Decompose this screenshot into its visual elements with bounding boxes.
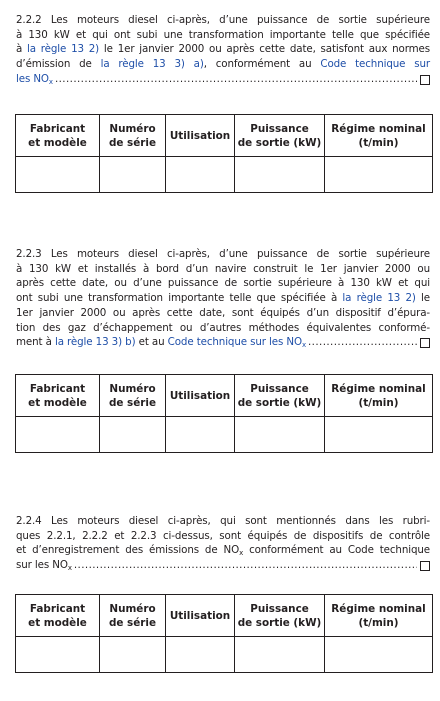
column-header-rated-speed xyxy=(325,115,433,157)
engine-table-2-2-3 xyxy=(15,374,433,453)
header-line: de sortie (kW) xyxy=(237,616,322,629)
text-run: 1er janvier 2000 ou après cette date, sont équipés d’un dispositif d’épura- xyxy=(16,306,430,319)
dot-leader xyxy=(55,72,417,87)
column-header-power-output xyxy=(235,115,325,157)
paragraph-text xyxy=(16,263,430,275)
text-run: conformément au Code technique xyxy=(243,544,431,557)
paragraph-line xyxy=(16,306,430,321)
paragraph-line xyxy=(16,543,430,558)
engine-table-2-2-4 xyxy=(15,594,433,673)
table-cell-serial-number[interactable] xyxy=(100,637,166,673)
rule-reference-link[interactable] xyxy=(342,292,415,304)
table-cell-manufacturer[interactable] xyxy=(16,417,100,453)
paragraph-text xyxy=(135,336,167,348)
text-run: à xyxy=(16,43,28,56)
table-cell-serial-number[interactable] xyxy=(100,417,166,453)
rule-reference-link[interactable] xyxy=(101,58,204,70)
header-line: et modèle xyxy=(28,616,87,629)
header-line: Régime nominal xyxy=(331,122,426,135)
table-cell-rated-speed[interactable] xyxy=(325,417,433,453)
section-2-2-4 xyxy=(16,514,430,573)
subscript: x xyxy=(301,341,306,350)
text-run: la règle 13 3) a) xyxy=(100,58,204,71)
dot-leader xyxy=(74,558,417,573)
header-line: (t/min) xyxy=(358,136,399,149)
rule-reference-link[interactable] xyxy=(320,58,430,70)
header-line: de sortie (kW) xyxy=(237,396,322,409)
checkbox[interactable] xyxy=(420,75,430,85)
column-header-rated-speed xyxy=(325,595,433,637)
header-line: Fabricant xyxy=(29,122,86,135)
text-run: à 130 kW et qui ont subi une transformation importante telle que spécifiée xyxy=(16,28,430,41)
header-line: Numéro xyxy=(109,382,156,395)
paragraph-text xyxy=(16,530,430,542)
paragraph-text xyxy=(16,515,430,527)
header-line: Puissance xyxy=(250,602,309,615)
table-row xyxy=(16,637,433,673)
checkbox[interactable] xyxy=(420,561,430,571)
paragraph-text xyxy=(16,322,430,334)
header-line: (t/min) xyxy=(358,616,399,629)
header-line: de série xyxy=(108,396,157,409)
text-run: la règle 13 2) xyxy=(342,292,416,305)
header-line: Numéro xyxy=(109,602,156,615)
last-line-text xyxy=(16,558,72,573)
header-line: Fabricant xyxy=(29,382,86,395)
text-run: Code technique sur xyxy=(320,58,430,71)
paragraph-line xyxy=(16,276,430,291)
table-row xyxy=(16,157,433,193)
column-header-serial-number xyxy=(100,115,166,157)
paragraph-text xyxy=(16,58,101,70)
paragraph-line xyxy=(16,514,430,529)
header-line: Puissance xyxy=(250,382,309,395)
text-run: , conformément au xyxy=(203,58,321,71)
table-header-row xyxy=(16,375,433,417)
column-header-manufacturer-model xyxy=(16,375,100,417)
header-line: Numéro xyxy=(109,122,156,135)
text-run: la règle 13 3) b) xyxy=(54,336,136,349)
rule-reference-link[interactable] xyxy=(27,43,99,55)
text-run: et au xyxy=(135,336,168,349)
column-header-power-output xyxy=(235,595,325,637)
section-2-2-3 xyxy=(16,247,430,350)
paragraph-line xyxy=(16,28,430,43)
table-cell-use[interactable] xyxy=(166,157,235,193)
text-run: le 1er janvier 2000 ou après cette date, satisfont aux normes xyxy=(99,43,431,56)
paragraph-line xyxy=(16,291,430,306)
table-cell-use[interactable] xyxy=(166,637,235,673)
column-header-use xyxy=(166,595,235,637)
paragraph-text xyxy=(16,559,72,571)
paragraph-line xyxy=(16,321,430,336)
table-header-row xyxy=(16,115,433,157)
header-line: Régime nominal xyxy=(331,602,426,615)
paragraph-text xyxy=(16,14,430,26)
column-header-use xyxy=(166,375,235,417)
text-run: le xyxy=(415,292,430,305)
paragraph-text xyxy=(16,43,27,55)
rule-reference-link[interactable] xyxy=(168,336,306,348)
header-line: de série xyxy=(108,616,157,629)
text-run: ques 2.2.1, 2.2.2 et 2.2.3 ci-dessus, sont équipés de dispositifs de contrôle xyxy=(16,529,430,542)
paragraph-text xyxy=(16,307,430,319)
header-line: et modèle xyxy=(28,396,87,409)
paragraph-line xyxy=(16,57,430,72)
column-header-rated-speed xyxy=(325,375,433,417)
paragraph-text xyxy=(16,336,55,348)
table-cell-power-output[interactable] xyxy=(235,157,325,193)
subscript: x xyxy=(48,77,53,86)
paragraph-last-line xyxy=(16,72,430,87)
text-run: Code technique sur les NO xyxy=(167,336,302,349)
column-header-serial-number xyxy=(100,375,166,417)
header-line: Utilisation xyxy=(169,609,231,622)
paragraph-line xyxy=(16,529,430,544)
text-run: et d’enregistrement des émissions de NO xyxy=(16,544,240,557)
table-row xyxy=(16,417,433,453)
paragraph-text xyxy=(204,58,321,70)
table-header-row xyxy=(16,595,433,637)
paragraph-text xyxy=(243,544,430,556)
paragraph-text xyxy=(16,29,430,41)
column-header-power-output xyxy=(235,375,325,417)
text-run: d’émission de xyxy=(16,58,101,71)
column-header-use xyxy=(166,115,235,157)
paragraph-text xyxy=(16,544,243,556)
text-run: 2.2.3 Les moteurs diesel ci-après, d’une puissance de sortie supérieure xyxy=(16,248,430,260)
paragraph-text xyxy=(16,277,430,289)
header-line: de série xyxy=(108,136,157,149)
text-run: ment à xyxy=(16,336,55,349)
text-run: après cette date, ou d’une puissance de sortie supérieure à 130 kW et qui xyxy=(16,277,430,290)
table-cell-manufacturer[interactable] xyxy=(16,637,100,673)
paragraph-text xyxy=(416,292,430,304)
paragraph-line xyxy=(16,262,430,277)
section-2-2-2 xyxy=(16,13,430,87)
header-line: Régime nominal xyxy=(331,382,426,395)
header-line: Utilisation xyxy=(169,129,231,142)
table-cell-rated-speed[interactable] xyxy=(325,637,433,673)
table-cell-power-output[interactable] xyxy=(235,417,325,453)
table-cell-serial-number[interactable] xyxy=(100,157,166,193)
section-paragraph xyxy=(16,13,430,87)
text-run: à 130 kW et installés à bord d’un navire construit le 1er janvier 2000 ou xyxy=(16,262,430,275)
header-line: Puissance xyxy=(250,122,309,135)
header-line: et modèle xyxy=(28,136,87,149)
paragraph-line xyxy=(16,13,430,28)
text-run: 2.2.4 Les moteurs diesel ci-après, qui sont mentionnés dans les rubri- xyxy=(16,515,430,527)
rule-reference-link[interactable] xyxy=(55,336,136,348)
paragraph-line xyxy=(16,42,430,57)
paragraph-text xyxy=(99,43,430,55)
subscript: x xyxy=(67,564,72,573)
table-cell-power-output[interactable] xyxy=(235,637,325,673)
subscript: x xyxy=(239,549,244,558)
text-run: 2.2.2 Les moteurs diesel ci-après, d’une puissance de sortie supérieure xyxy=(16,14,430,26)
last-line-text xyxy=(16,335,306,350)
text-run: tion des gaz d’échappement ou d’autres méthodes équivalentes conformé- xyxy=(16,321,430,334)
header-line: (t/min) xyxy=(358,396,399,409)
paragraph-text xyxy=(16,248,430,260)
rule-reference-link[interactable] xyxy=(16,73,53,85)
paragraph-text xyxy=(16,292,342,304)
header-line: Utilisation xyxy=(169,389,231,402)
column-header-manufacturer-model xyxy=(16,115,100,157)
last-line-text xyxy=(16,72,53,87)
section-paragraph xyxy=(16,514,430,573)
table-cell-use[interactable] xyxy=(166,417,235,453)
text-run: ont subi une transformation importante telle que spécifiée à xyxy=(16,292,343,305)
paragraph-last-line xyxy=(16,335,430,350)
engine-table-2-2-2 xyxy=(15,114,433,193)
section-paragraph xyxy=(16,247,430,350)
checkbox[interactable] xyxy=(420,338,430,348)
column-header-manufacturer-model xyxy=(16,595,100,637)
column-header-serial-number xyxy=(100,595,166,637)
text-run: la règle 13 2) xyxy=(27,43,100,56)
table-cell-rated-speed[interactable] xyxy=(325,157,433,193)
table-cell-manufacturer[interactable] xyxy=(16,157,100,193)
dot-leader xyxy=(308,335,417,350)
header-line: Fabricant xyxy=(29,602,86,615)
paragraph-last-line xyxy=(16,558,430,573)
header-line: de sortie (kW) xyxy=(237,136,322,149)
text-run: sur les NO xyxy=(16,559,68,572)
text-run: les NO xyxy=(16,72,49,85)
paragraph-line xyxy=(16,247,430,262)
